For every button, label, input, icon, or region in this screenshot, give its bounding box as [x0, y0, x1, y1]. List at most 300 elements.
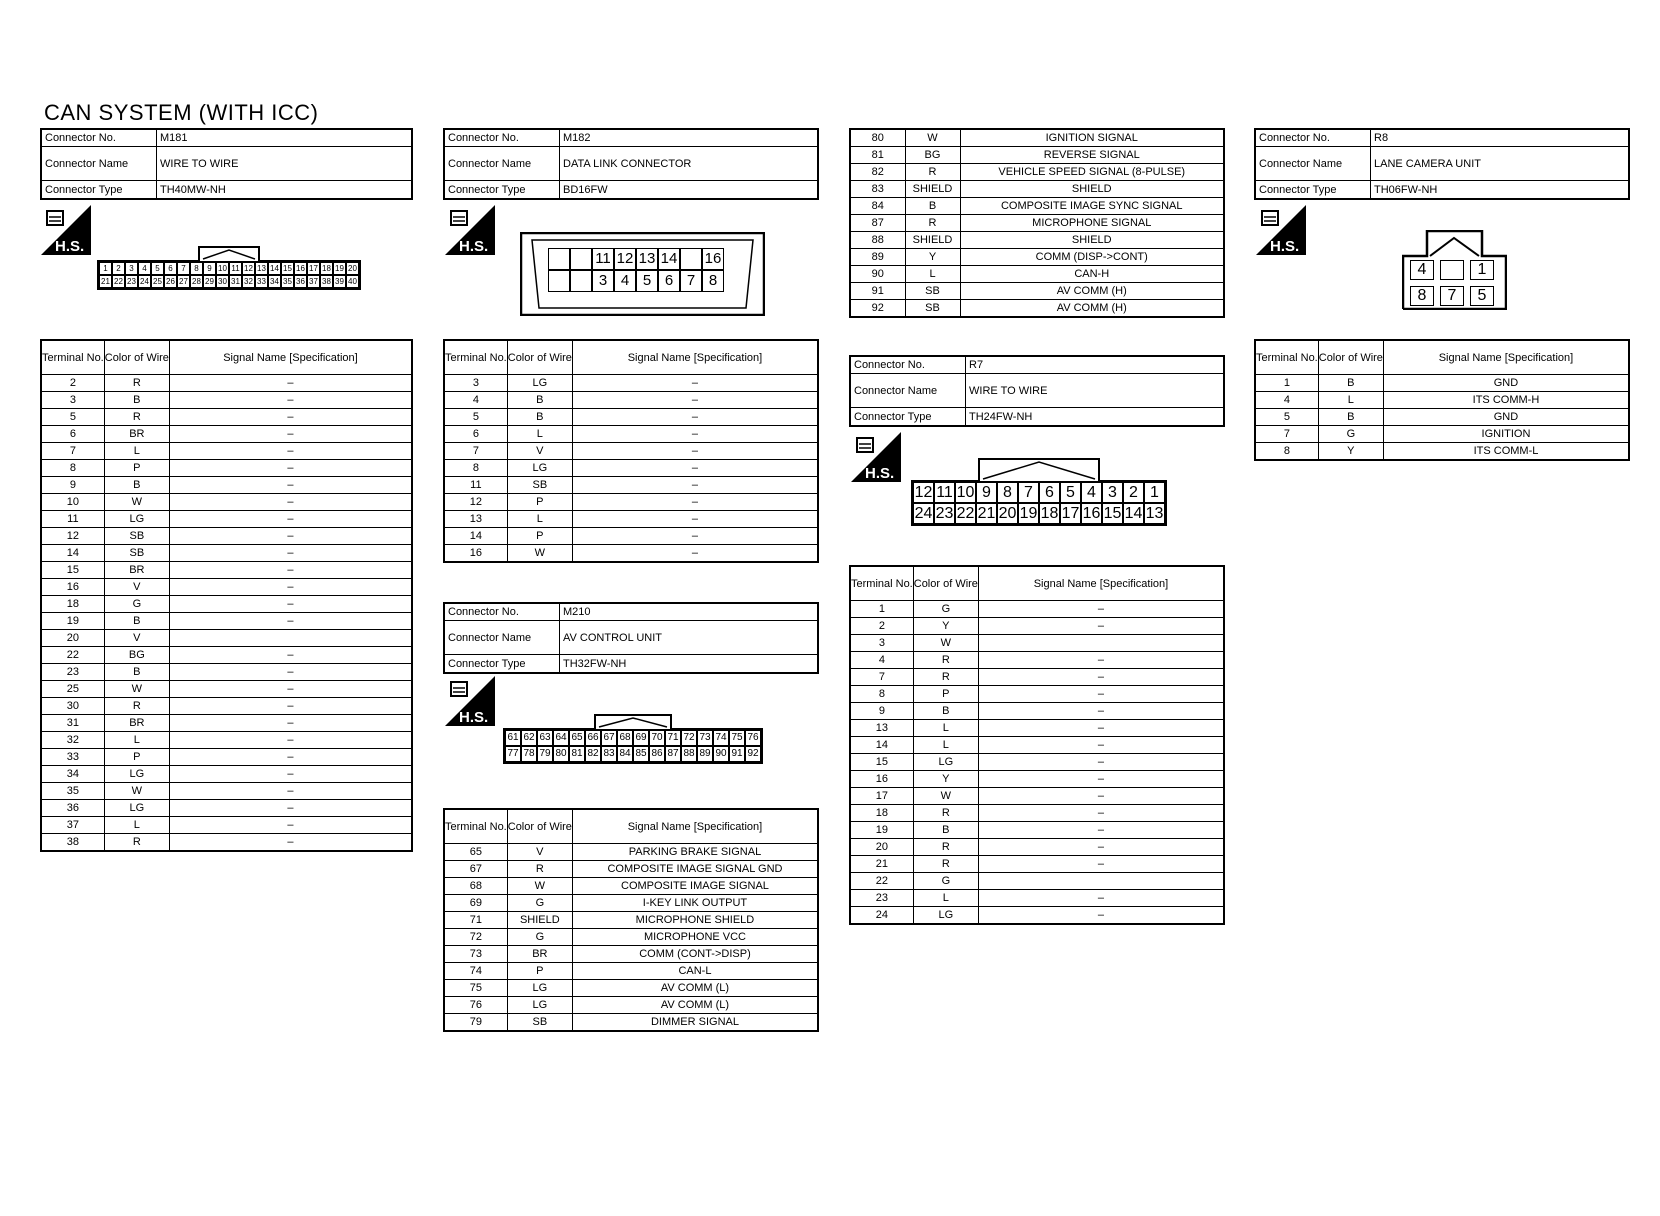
header-color-of-wire: Color of Wire — [913, 566, 978, 601]
pin-table-r8 — [1254, 339, 1630, 461]
terminal-no-cell: 20 — [41, 630, 104, 647]
terminal-no-cell: 1 — [1255, 375, 1318, 392]
terminal-no-cell: 83 — [850, 181, 905, 198]
connector-no-value: R7 — [966, 356, 1225, 374]
signal-name-cell: ITS COMM-L — [1383, 443, 1629, 461]
wire-color-cell: P — [913, 686, 978, 703]
pin-cell: 15 — [1103, 505, 1122, 522]
pin-cell: 11 — [934, 482, 955, 503]
table-row — [850, 737, 1224, 754]
connector-face-m210 — [503, 714, 763, 764]
terminal-no-cell: 38 — [41, 834, 104, 852]
wire-color-cell: R — [913, 652, 978, 669]
wire-color-cell: SB — [104, 545, 169, 562]
pin-cell: 5 — [1060, 482, 1081, 503]
signal-name-cell: – — [572, 528, 818, 545]
connector-type-value: TH24FW-NH — [966, 408, 1225, 427]
pin-table-r7 — [849, 565, 1225, 925]
pin-cell: 82 — [585, 746, 601, 762]
signal-name-cell: – — [169, 681, 412, 698]
terminal-no-cell: 9 — [850, 703, 913, 720]
table-row — [41, 613, 412, 630]
signal-name-cell: – — [169, 562, 412, 579]
terminal-no-cell: 22 — [850, 873, 913, 890]
signal-name-cell: – — [572, 443, 818, 460]
pin-cell: 37 — [307, 275, 320, 288]
connector-face-r8 — [1402, 230, 1507, 310]
signal-name-cell: – — [169, 766, 412, 783]
table-row — [850, 249, 1224, 266]
signal-name-cell: – — [169, 664, 412, 681]
pin-cell: 12 — [914, 484, 933, 501]
table-row — [41, 817, 412, 834]
pin-cell: 33 — [255, 275, 268, 288]
table-row — [444, 980, 818, 997]
label-connector-name: Connector Name — [444, 621, 560, 655]
terminal-no-cell: 8 — [444, 460, 507, 477]
table-row — [41, 477, 412, 494]
pin-cell: 22 — [956, 505, 975, 522]
label-connector-no: Connector No. — [444, 603, 560, 621]
table-row — [41, 596, 412, 613]
wire-color-cell: G — [913, 873, 978, 890]
wire-color-cell: SHIELD — [507, 912, 572, 929]
signal-name-cell: GND — [1383, 409, 1629, 426]
header-terminal-no: Terminal No. — [1255, 340, 1318, 375]
wire-color-cell: L — [104, 443, 169, 460]
connector-name-value: AV CONTROL UNIT — [560, 621, 819, 655]
pin-table-m210 — [443, 808, 819, 1032]
connector-no-value: M210 — [560, 603, 819, 621]
wire-color-cell: LG — [104, 800, 169, 817]
table-row — [41, 494, 412, 511]
wire-color-cell: B — [104, 613, 169, 630]
pin-cell — [680, 248, 702, 270]
signal-name-cell: – — [978, 737, 1224, 754]
terminal-no-cell: 75 — [444, 980, 507, 997]
terminal-no-cell: 92 — [850, 300, 905, 318]
label-connector-type: Connector Type — [41, 181, 157, 200]
terminal-no-cell: 25 — [41, 681, 104, 698]
signal-name-cell: MICROPHONE SIGNAL — [960, 215, 1224, 232]
table-row — [444, 963, 818, 980]
table-row — [850, 720, 1224, 737]
table-row — [850, 215, 1224, 232]
pin-cell: 73 — [697, 730, 713, 746]
wire-color-cell: G — [507, 929, 572, 946]
pin-cell: 27 — [177, 275, 190, 288]
pin-cell: 62 — [521, 730, 537, 746]
signal-name-cell: – — [169, 732, 412, 749]
wire-color-cell: Y — [913, 771, 978, 788]
table-row — [444, 997, 818, 1014]
terminal-no-cell: 82 — [850, 164, 905, 181]
signal-name-cell: GND — [1383, 375, 1629, 392]
table-row — [41, 783, 412, 800]
svg-text:H.S.: H.S. — [459, 709, 489, 726]
terminal-no-cell: 33 — [41, 749, 104, 766]
wire-color-cell: P — [104, 749, 169, 766]
table-row — [444, 511, 818, 528]
terminal-no-cell: 11 — [41, 511, 104, 528]
terminal-no-cell: 17 — [850, 788, 913, 805]
signal-name-cell — [978, 873, 1224, 890]
wire-color-cell: L — [104, 732, 169, 749]
pin-cell: 3 — [1102, 482, 1123, 503]
connector-type-value: TH40MW-NH — [157, 181, 413, 200]
pin-cell: 85 — [633, 746, 649, 762]
table-row — [444, 477, 818, 494]
wire-color-cell: L — [507, 511, 572, 528]
table-row — [850, 788, 1224, 805]
wire-color-cell: SB — [507, 477, 572, 494]
wire-color-cell: Y — [913, 618, 978, 635]
hs-icon — [851, 432, 901, 482]
terminal-no-cell: 21 — [850, 856, 913, 873]
terminal-no-cell: 9 — [41, 477, 104, 494]
wire-color-cell: V — [104, 630, 169, 647]
table-row — [444, 426, 818, 443]
signal-name-cell: COMPOSITE IMAGE SIGNAL — [572, 878, 818, 895]
pin-cell: 78 — [521, 746, 537, 762]
table-row — [41, 664, 412, 681]
signal-name-cell: DIMMER SIGNAL — [572, 1014, 818, 1032]
table-row — [850, 856, 1224, 873]
label-connector-name: Connector Name — [41, 147, 157, 181]
terminal-no-cell: 16 — [41, 579, 104, 596]
svg-text:H.S.: H.S. — [1270, 238, 1300, 255]
wire-color-cell: LG — [913, 907, 978, 925]
signal-name-cell: – — [169, 426, 412, 443]
wire-color-cell: LG — [507, 375, 572, 392]
terminal-no-cell: 19 — [850, 822, 913, 839]
pin-cell: 14 — [658, 248, 680, 270]
pin-cell: 10 — [216, 262, 229, 275]
svg-text:H.S.: H.S. — [865, 465, 895, 482]
wire-color-cell: L — [507, 426, 572, 443]
pin-cell: 72 — [681, 730, 697, 746]
terminal-no-cell: 7 — [1255, 426, 1318, 443]
wire-color-cell: W — [104, 783, 169, 800]
wire-color-cell: B — [1318, 409, 1383, 426]
wire-color-cell: SB — [507, 1014, 572, 1032]
pin-cell: 76 — [745, 730, 761, 746]
wire-color-cell: W — [905, 129, 960, 147]
header-signal-name: Signal Name [Specification] — [978, 566, 1224, 601]
signal-name-cell: – — [572, 511, 818, 528]
pin-cell: 86 — [649, 746, 665, 762]
signal-name-cell: – — [978, 890, 1224, 907]
pin-cell: 24 — [914, 505, 933, 522]
pin-cell: 11 — [592, 248, 614, 270]
signal-name-cell: COMPOSITE IMAGE SIGNAL GND — [572, 861, 818, 878]
pin-cell: 4 — [1410, 260, 1434, 280]
pin-cell: 12 — [614, 248, 636, 270]
signal-name-cell: – — [572, 409, 818, 426]
wire-color-cell: SB — [905, 300, 960, 318]
table-row — [444, 460, 818, 477]
signal-name-cell: COMPOSITE IMAGE SYNC SIGNAL — [960, 198, 1224, 215]
table-row — [1255, 426, 1629, 443]
pin-cell: 91 — [729, 746, 745, 762]
table-row — [41, 647, 412, 664]
signal-name-cell: IGNITION — [1383, 426, 1629, 443]
pin-cell: 16 — [702, 248, 724, 270]
pin-cell: 30 — [216, 275, 229, 288]
terminal-no-cell: 69 — [444, 895, 507, 912]
pin-cell: 14 — [268, 262, 281, 275]
pin-cell: 11 — [229, 262, 242, 275]
terminal-no-cell: 3 — [850, 635, 913, 652]
connector-info-m181 — [40, 128, 413, 200]
pin-cell: 18 — [320, 262, 333, 275]
terminal-no-cell: 1 — [850, 601, 913, 618]
pin-cell: 7 — [177, 262, 190, 275]
pin-cell: 19 — [333, 262, 346, 275]
terminal-no-cell: 4 — [850, 652, 913, 669]
signal-name-cell: – — [169, 800, 412, 817]
wire-color-cell: Y — [1318, 443, 1383, 461]
table-row — [41, 800, 412, 817]
wire-color-cell: B — [104, 392, 169, 409]
label-connector-type: Connector Type — [444, 181, 560, 200]
label-connector-name: Connector Name — [444, 147, 560, 181]
table-row — [850, 822, 1224, 839]
signal-name-cell: – — [169, 528, 412, 545]
wire-color-cell: R — [104, 375, 169, 392]
table-row — [850, 805, 1224, 822]
pin-cell: 12 — [242, 262, 255, 275]
signal-name-cell: I-KEY LINK OUTPUT — [572, 895, 818, 912]
wire-color-cell: BR — [507, 946, 572, 963]
connector-info-m182 — [443, 128, 819, 200]
pin-cell: 84 — [617, 746, 633, 762]
wire-color-cell: R — [905, 215, 960, 232]
table-row — [850, 129, 1224, 147]
terminal-no-cell: 12 — [444, 494, 507, 511]
signal-name-cell: – — [572, 477, 818, 494]
terminal-no-cell: 73 — [444, 946, 507, 963]
table-row — [1255, 443, 1629, 461]
signal-name-cell: – — [978, 720, 1224, 737]
table-row — [444, 946, 818, 963]
wire-color-cell: LG — [507, 980, 572, 997]
label-connector-type: Connector Type — [444, 655, 560, 674]
terminal-no-cell: 80 — [850, 129, 905, 147]
signal-name-cell: VEHICLE SPEED SIGNAL (8-PULSE) — [960, 164, 1224, 181]
pin-cell: 83 — [601, 746, 617, 762]
connector-name-value: WIRE TO WIRE — [966, 374, 1225, 408]
connector-type-value: TH32FW-NH — [560, 655, 819, 674]
signal-name-cell — [169, 630, 412, 647]
table-row — [41, 630, 412, 647]
hs-icon — [41, 205, 91, 255]
table-row — [41, 528, 412, 545]
terminal-no-cell: 19 — [41, 613, 104, 630]
header-color-of-wire: Color of Wire — [507, 340, 572, 375]
connector-no-value: M182 — [560, 129, 819, 147]
pin-cell: 2 — [112, 262, 125, 275]
table-row — [41, 715, 412, 732]
terminal-no-cell: 8 — [850, 686, 913, 703]
connector-no-value: R8 — [1371, 129, 1630, 147]
connector-name-value: LANE CAMERA UNIT — [1371, 147, 1630, 181]
table-row — [850, 890, 1224, 907]
pin-cell: 1 — [1470, 260, 1494, 280]
header-terminal-no: Terminal No. — [41, 340, 104, 375]
signal-name-cell: – — [169, 511, 412, 528]
signal-name-cell: AV COMM (L) — [572, 997, 818, 1014]
terminal-no-cell: 8 — [41, 460, 104, 477]
wire-color-cell: L — [1318, 392, 1383, 409]
terminal-no-cell: 22 — [41, 647, 104, 664]
table-row — [444, 895, 818, 912]
terminal-no-cell: 10 — [41, 494, 104, 511]
terminal-no-cell: 15 — [41, 562, 104, 579]
connector-latch — [977, 458, 1101, 482]
pin-cell: 69 — [633, 730, 649, 746]
signal-name-cell: – — [978, 703, 1224, 720]
pin-cell: 7 — [1018, 482, 1039, 503]
header-terminal-no: Terminal No. — [444, 340, 507, 375]
terminal-no-cell: 81 — [850, 147, 905, 164]
pin-cell: 9 — [976, 482, 997, 503]
signal-name-cell: – — [169, 749, 412, 766]
pin-cell — [1440, 260, 1464, 280]
header-color-of-wire: Color of Wire — [1318, 340, 1383, 375]
signal-name-cell: – — [169, 596, 412, 613]
terminal-no-cell: 14 — [41, 545, 104, 562]
wire-color-cell: G — [507, 895, 572, 912]
pin-cell: 16 — [294, 262, 307, 275]
table-row — [850, 266, 1224, 283]
pin-cell: 34 — [268, 275, 281, 288]
terminal-no-cell: 31 — [41, 715, 104, 732]
table-row — [41, 545, 412, 562]
wire-color-cell: SHIELD — [905, 232, 960, 249]
pin-cell: 8 — [190, 262, 203, 275]
table-row — [444, 545, 818, 563]
terminal-no-cell: 16 — [850, 771, 913, 788]
pin-cell: 8 — [1410, 286, 1434, 306]
terminal-no-cell: 14 — [850, 737, 913, 754]
wire-color-cell: LG — [104, 766, 169, 783]
table-row — [850, 907, 1224, 925]
pin-cell: 81 — [569, 746, 585, 762]
connector-type-value: TH06FW-NH — [1371, 181, 1630, 200]
pin-cell: 32 — [242, 275, 255, 288]
pin-cell: 20 — [346, 262, 359, 275]
header-color-of-wire: Color of Wire — [104, 340, 169, 375]
signal-name-cell: – — [169, 613, 412, 630]
signal-name-cell: – — [169, 460, 412, 477]
pin-cell: 21 — [99, 275, 112, 288]
pin-cell: 16 — [1082, 505, 1101, 522]
table-row — [444, 878, 818, 895]
pin-cell: 39 — [333, 275, 346, 288]
wire-color-cell: B — [104, 664, 169, 681]
wire-color-cell: LG — [104, 511, 169, 528]
wire-color-cell: W — [913, 788, 978, 805]
terminal-no-cell: 68 — [444, 878, 507, 895]
table-row — [444, 929, 818, 946]
table-row — [1255, 392, 1629, 409]
pin-cell: 22 — [112, 275, 125, 288]
table-row — [444, 528, 818, 545]
table-row — [444, 912, 818, 929]
pin-cell: 19 — [1019, 505, 1038, 522]
table-row — [41, 834, 412, 852]
signal-name-cell: REVERSE SIGNAL — [960, 147, 1224, 164]
terminal-no-cell: 84 — [850, 198, 905, 215]
signal-name-cell: – — [978, 788, 1224, 805]
header-signal-name: Signal Name [Specification] — [169, 340, 412, 375]
table-row — [850, 669, 1224, 686]
table-row — [41, 579, 412, 596]
signal-name-cell: CAN-L — [572, 963, 818, 980]
table-row — [850, 618, 1224, 635]
pin-cell: 6 — [164, 262, 177, 275]
header-color-of-wire: Color of Wire — [507, 809, 572, 844]
table-row — [850, 164, 1224, 181]
pin-cell: 28 — [190, 275, 203, 288]
pin-cell: 15 — [281, 262, 294, 275]
wire-color-cell: R — [905, 164, 960, 181]
pin-cell: 36 — [294, 275, 307, 288]
pin-cell: 3 — [592, 270, 614, 292]
wire-color-cell: W — [507, 878, 572, 895]
terminal-no-cell: 11 — [444, 477, 507, 494]
signal-name-cell: – — [169, 834, 412, 852]
signal-name-cell — [978, 635, 1224, 652]
pin-cell — [548, 270, 570, 292]
terminal-no-cell: 6 — [444, 426, 507, 443]
wire-color-cell: SB — [104, 528, 169, 545]
wire-color-cell: R — [507, 861, 572, 878]
terminal-no-cell: 87 — [850, 215, 905, 232]
header-signal-name: Signal Name [Specification] — [572, 809, 818, 844]
pin-cell: 64 — [553, 730, 569, 746]
table-row — [850, 198, 1224, 215]
terminal-no-cell: 5 — [1255, 409, 1318, 426]
table-row — [444, 844, 818, 861]
signal-name-cell: AV COMM (L) — [572, 980, 818, 997]
terminal-no-cell: 7 — [850, 669, 913, 686]
wire-color-cell: P — [507, 528, 572, 545]
terminal-no-cell: 79 — [444, 1014, 507, 1032]
pin-cell: 29 — [203, 275, 216, 288]
wire-color-cell: SHIELD — [905, 181, 960, 198]
connector-face-r7 — [911, 458, 1167, 526]
pin-cell: 17 — [1061, 505, 1080, 522]
wire-color-cell: R — [913, 856, 978, 873]
pin-cell: 88 — [681, 746, 697, 762]
terminal-no-cell: 23 — [41, 664, 104, 681]
signal-name-cell: – — [169, 392, 412, 409]
pin-cell: 5 — [636, 270, 658, 292]
terminal-no-cell: 72 — [444, 929, 507, 946]
wire-color-cell: W — [913, 635, 978, 652]
wire-color-cell: V — [104, 579, 169, 596]
pin-cell: 70 — [649, 730, 665, 746]
table-row — [41, 698, 412, 715]
signal-name-cell: – — [169, 817, 412, 834]
hs-icon — [445, 676, 495, 726]
terminal-no-cell: 90 — [850, 266, 905, 283]
table-row — [444, 443, 818, 460]
wire-color-cell: R — [104, 834, 169, 852]
terminal-no-cell: 3 — [41, 392, 104, 409]
